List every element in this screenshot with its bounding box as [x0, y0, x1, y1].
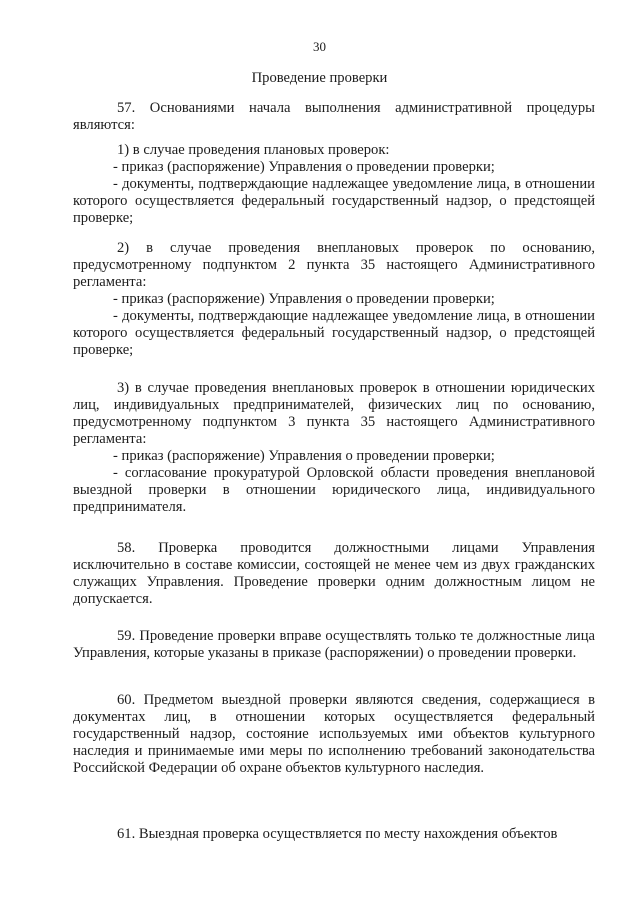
- case-2-item-1: - приказ (распоряжение) Управления о проведении проверки;: [113, 291, 495, 307]
- paragraph-59: 59. Проведение проверки вправе осуществлять только те должностные лица Управления, которые указаны в приказе (распоряжении) о проведении проверки.: [73, 628, 595, 661]
- paragraph-57-case-2: [73, 240, 595, 359]
- section-title: Проведение проверки: [251, 70, 388, 86]
- paragraph-61-block: [73, 826, 595, 843]
- case-1-item-2: - документы, подтверждающие надлежащее уведомление лица, в отношении которого осуществляется федеральный государственный надзор, о предстоящей проверке;: [73, 176, 595, 226]
- case-3-item-2: - согласование прокуратурой Орловской области проведения внеплановой выездной проверки в отношении юридического лица, индивидуального предпринимателя.: [73, 465, 595, 515]
- case-1-heading: 1) в случае проведения плановых проверок:: [117, 142, 390, 158]
- case-3-heading: 3) в случае проведения внеплановых проверок в отношении юридических лиц, индивидуальных предпринимателей, физических лиц по основанию, предусмотренному подпунктом 3 пункта 35 настоящего Административного регламента:: [73, 380, 595, 447]
- page-number: 30: [313, 39, 326, 54]
- case-2-item-2: - документы, подтверждающие надлежащее уведомление лица, в отношении которого осуществляется федеральный государственный надзор, о предстоящей проверке;: [73, 308, 595, 358]
- case-3-item-1: - приказ (распоряжение) Управления о проведении проверки;: [113, 448, 495, 464]
- paragraph-57-case-1: [73, 100, 595, 227]
- paragraph-57-lead: 57. Основаниями начала выполнения административной процедуры являются:: [73, 100, 595, 133]
- paragraph-59-block: [73, 628, 595, 662]
- paragraph-58-block: [73, 540, 595, 608]
- paragraph-61: 61. Выездная проверка осуществляется по месту нахождения объектов: [117, 826, 558, 842]
- paragraph-60-block: [73, 692, 595, 777]
- paragraph-60: 60. Предметом выездной проверки являются сведения, содержащиеся в документах лиц, в отношении которых осуществляется федеральный государственный надзор, состояние используемых ими объектов культурного наследия и принимаемые ими меры по исполнению требований законодательства Российской Федерации об охране объектов культурного наследия.: [73, 692, 595, 776]
- paragraph-57-case-3: [73, 380, 595, 516]
- paragraph-58: 58. Проверка проводится должностными лицами Управления исключительно в составе комиссии, состоящей не менее чем из двух гражданских служащих Управления. Проведение проверки одним должностным лицом не допускается.: [73, 540, 595, 607]
- case-1-item-1: - приказ (распоряжение) Управления о проведении проверки;: [113, 159, 495, 175]
- case-2-heading: 2) в случае проведения внеплановых проверок по основанию, предусмотренному подпунктом 2 пункта 35 настоящего Административного регламента:: [73, 240, 595, 290]
